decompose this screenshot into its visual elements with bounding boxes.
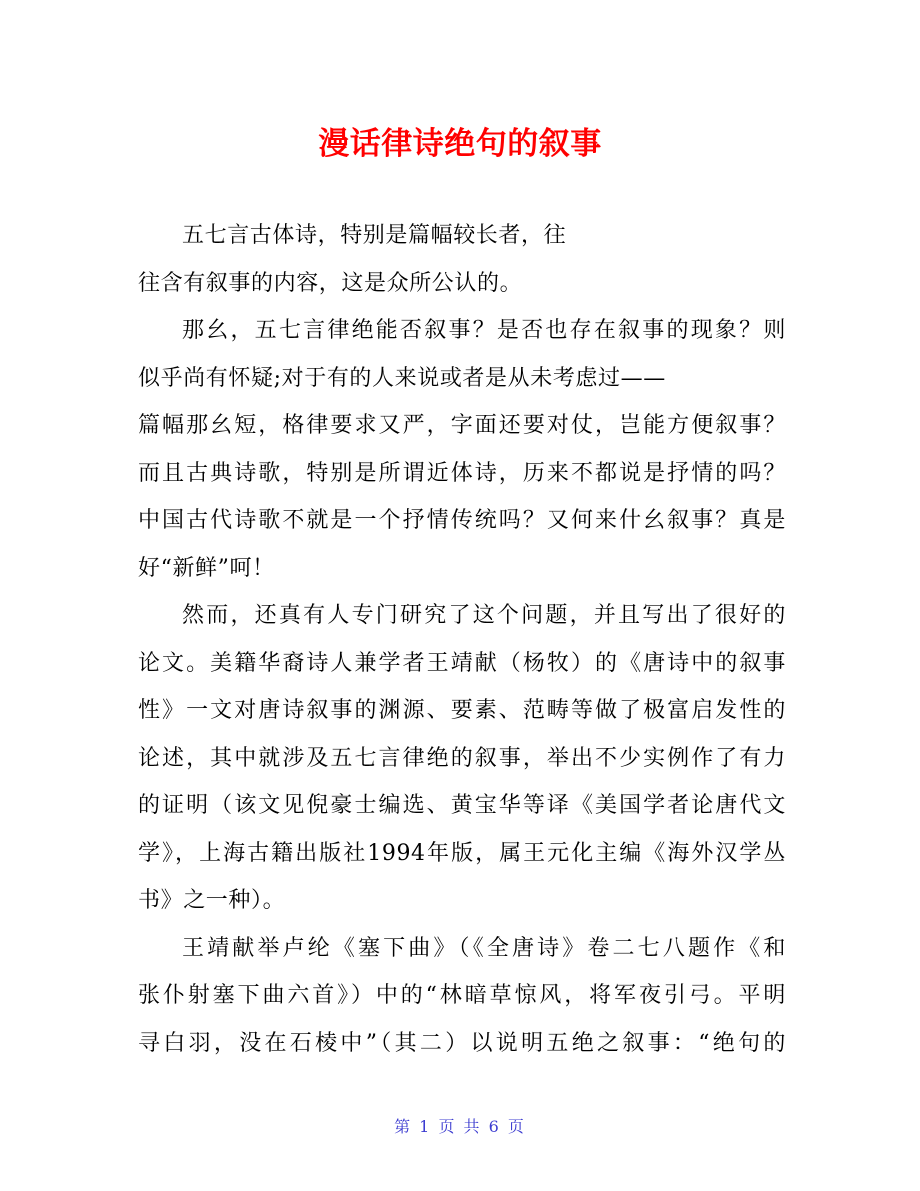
text-line: 那幺，五七言律绝能否叙事？是否也存在叙事的现象？则: [182, 318, 786, 343]
page-number-footer: 第 1 页 共 6 页: [394, 1117, 526, 1136]
text-line: 五七言古体诗，特别是篇幅较长者，往: [182, 223, 567, 248]
text-line: 篇幅那幺短，格律要求又严，字面还要对仗，岂能方便叙事？: [138, 413, 786, 438]
text-line: 书》之一种）。: [138, 888, 286, 913]
text-line: 张仆射塞下曲六首》）中的“林暗草惊风，将军夜引弓。平明: [138, 983, 786, 1008]
document-body: [138, 212, 786, 1067]
text-line: 性》一文对唐诗叙事的渊源、要素、范畴等做了极富启发性的: [138, 698, 786, 723]
text-line: 往含有叙事的内容，这是众所公认的。: [138, 270, 523, 296]
text-line: 王靖献举卢纶《塞下曲》（《全唐诗》卷二七八题作《和: [182, 935, 786, 961]
text-line: 中国古代诗歌不就是一个抒情传统吗？又何来什幺叙事？真是: [138, 508, 786, 533]
text-line: 的证明（该文见倪豪士编选、黄宝华等译《美国学者论唐代文: [138, 793, 786, 818]
text-line: 似乎尚有怀疑;对于有的人来说或者是从未考虑过——: [138, 365, 666, 391]
text-line: 而且古典诗歌，特别是所谓近体诗，历来不都说是抒情的吗？: [138, 460, 786, 486]
text-line: 论述，其中就涉及五七言律绝的叙事，举出不少实例作了有力: [138, 745, 786, 771]
text-line: 然而，还真有人专门研究了这个问题，并且写出了很好的: [182, 603, 786, 628]
document-title: 漫话律诗绝句的叙事: [318, 126, 602, 162]
text-line: 好“新鲜”呵！: [138, 555, 275, 581]
text-line: 学》，上海古籍出版社1994年版，属王元化主编《海外汉学丛: [138, 840, 786, 866]
text-line: 论文。美籍华裔诗人兼学者王靖献（杨牧）的《唐诗中的叙事: [138, 650, 786, 676]
text-line: 寻白羽，没在石棱中”（其二）以说明五绝之叙事：“绝句的: [138, 1030, 786, 1056]
